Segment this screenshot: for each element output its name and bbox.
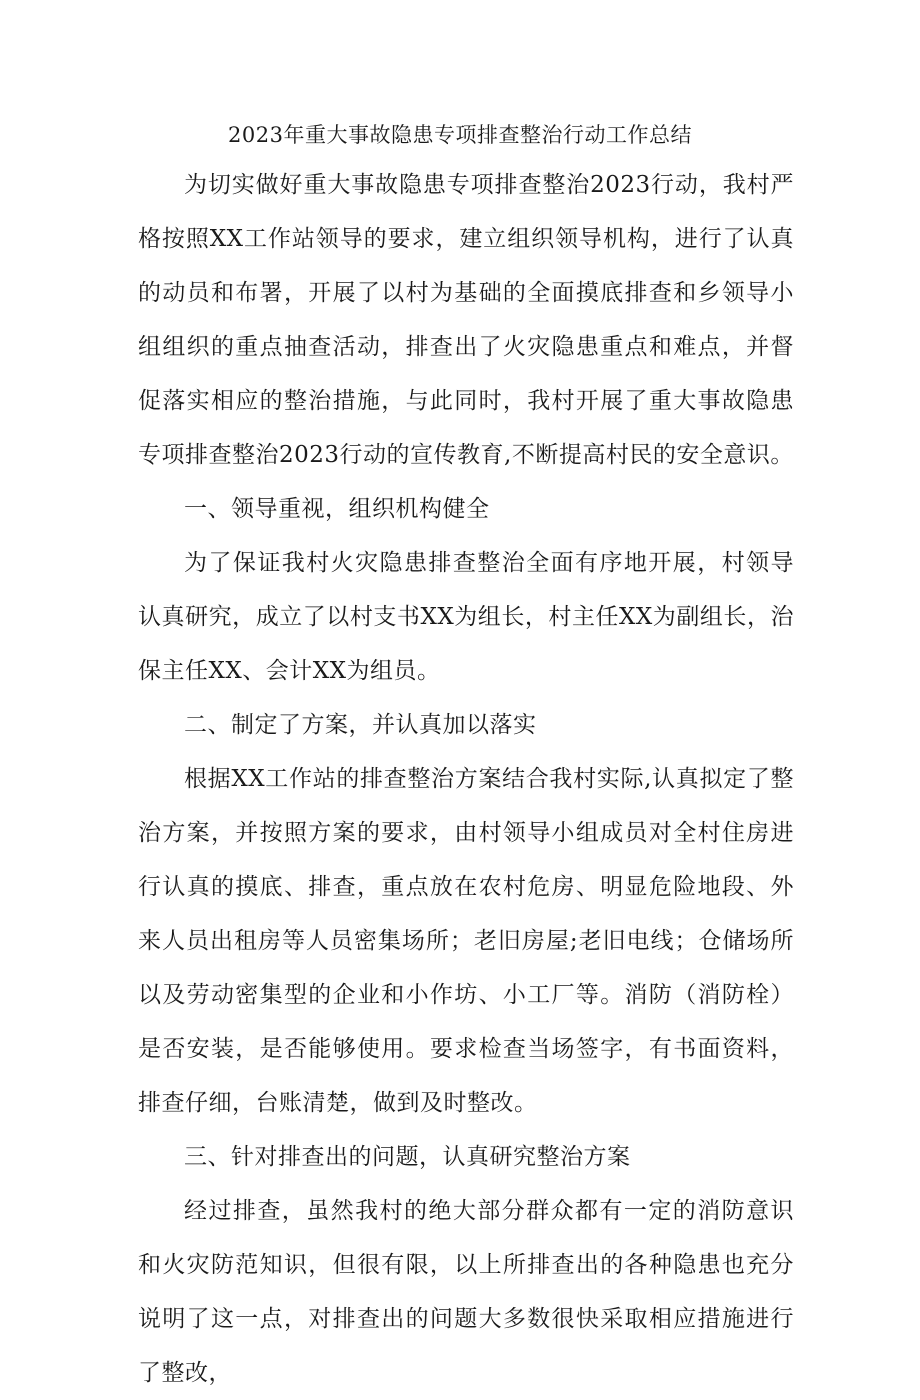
intro-paragraph: 为切实做好重大事故隐患专项排查整治2023行动，我村严格按照XX工作站领导的要求，建立组织领导机构，进行了认真的动员和布署，开展了以村为基础的全面摸底排查和乡领导小组组织的重点抽查活动，排查出了火灾隐患重点和难点，并督促落实相应的整治措施，与此同时，我村开展了重大事故隐患专项排查整治2023行动的宣传教育,不断提高村民的安全意识。 (138, 172, 794, 468)
document-title: 2023年重大事故隐患专项排查整治行动工作总结 (228, 123, 692, 147)
section-1-paragraph: 为了保证我村火灾隐患排查整治全面有序地开展，村领导认真研究，成立了以村支书XX为组长，村主任XX为副组长，治保主任XX、会计XX为组员。 (138, 550, 794, 684)
section-3-heading: 三、针对排查出的问题，认真研究整治方案 (184, 1144, 631, 1170)
document-body (138, 158, 794, 1400)
section-2-paragraph: 根据XX工作站的排查整治方案结合我村实际,认真拟定了整治方案，并按照方案的要求，由村领导小组成员对全村住房进行认真的摸底、排查，重点放在农村危房、明显危险地段、外来人员出租房等人员密集场所；老旧房屋;老旧电线；仓储场所以及劳动密集型的企业和小作坊、小工厂等。消防（消防栓）是否安装，是否能够使用。要求检查当场签字，有书面资料，排查仔细，台账清楚，做到及时整改。 (138, 766, 794, 1116)
section-2-heading: 二、制定了方案，并认真加以落实 (184, 712, 537, 738)
section-3-paragraph: 经过排查，虽然我村的绝大部分群众都有一定的消防意识和火灾防范知识，但很有限，以上所排查出的各种隐患也充分说明了这一点，对排查出的问题大多数很快采取相应措施进行了整改， (138, 1198, 794, 1386)
section-1-heading: 一、领导重视，组织机构健全 (184, 496, 490, 522)
